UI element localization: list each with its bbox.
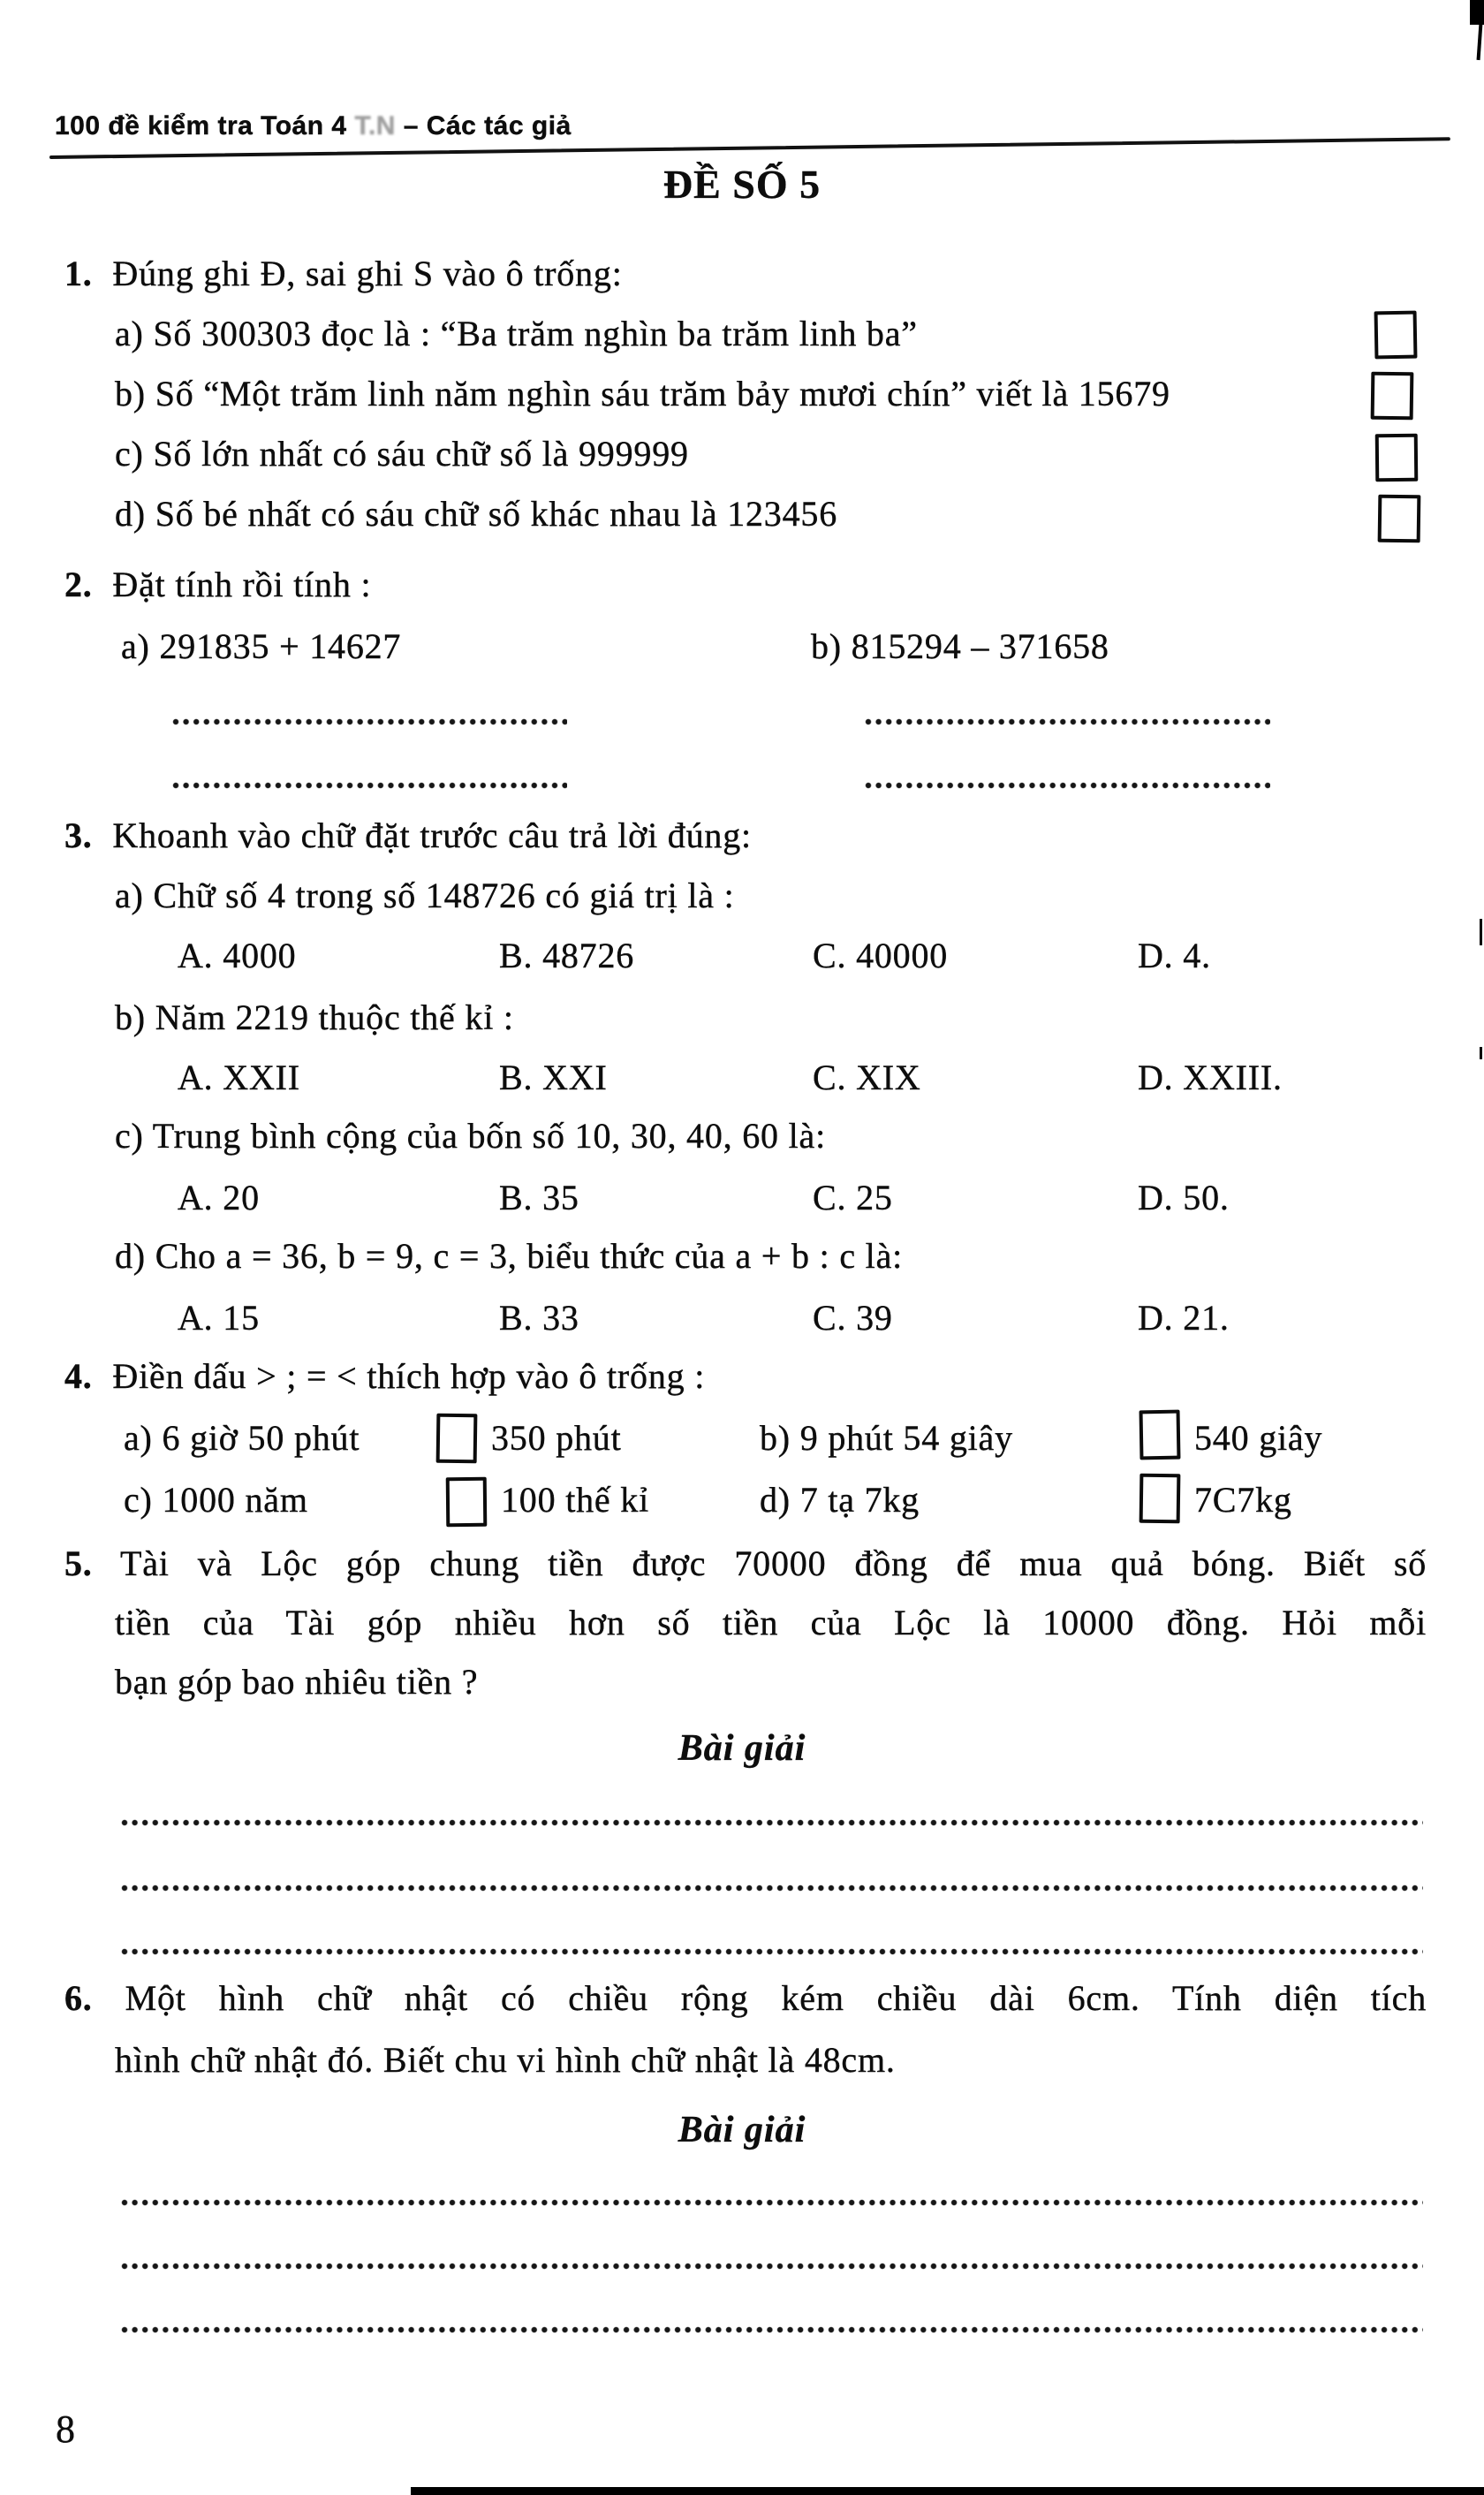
q3c-option-C[interactable]: C. 25 bbox=[813, 1178, 893, 1217]
header-series-title: 100 đề kiểm tra Toán 4 bbox=[55, 111, 347, 140]
q4-compare-box-a[interactable] bbox=[436, 1414, 478, 1464]
q1-item-d: d) Số bé nhất có sáu chữ số khác nhau là 123456 bbox=[115, 494, 837, 534]
scan-artifact-edge-tick-1 bbox=[1480, 919, 1482, 945]
q5-answer-line-2[interactable] bbox=[121, 1884, 1423, 1892]
q4-item-c-text: c) 1000 năm bbox=[124, 1480, 308, 1520]
question-1-prompt: Đúng ghi Đ, sai ghi S vào ô trống: bbox=[112, 254, 623, 293]
q5-answer-line-1[interactable] bbox=[121, 1818, 1423, 1827]
q4-row-1 bbox=[0, 1418, 1484, 1474]
q3b-option-C[interactable]: C. XIX bbox=[813, 1058, 921, 1097]
q1-item-b: b) Số “Một trăm linh năm nghìn sáu trăm bảy mươi chín” viết là 15679 bbox=[115, 374, 1170, 413]
page-title: ĐỀ SỐ 5 bbox=[662, 162, 822, 207]
question-3-prompt: Khoanh vào chữ đặt trước câu trả lời đúng: bbox=[112, 815, 752, 855]
q3-sub-c-label: c) Trung bình cộng của bốn số 10, 30, 40, 60 là: bbox=[115, 1116, 827, 1156]
q3-sub-b-options bbox=[0, 1060, 1484, 1104]
q6-answer-line-1[interactable] bbox=[121, 2198, 1423, 2207]
q2-answer-line-b2[interactable] bbox=[865, 781, 1270, 790]
q6-line-2: hình chữ nhật đó. Biết chu vi hình chữ nhật là 48cm. bbox=[115, 2040, 896, 2080]
q3b-option-D[interactable]: D. XXIII. bbox=[1138, 1058, 1283, 1097]
page-header bbox=[55, 113, 572, 140]
q4-item-d-value: 7C7kg bbox=[1194, 1480, 1292, 1520]
q3d-option-C[interactable]: C. 39 bbox=[813, 1298, 893, 1338]
q1-answer-checkbox-d[interactable] bbox=[1378, 495, 1421, 543]
q2-expression-a: a) 291835 + 14627 bbox=[121, 626, 402, 666]
q4-compare-box-c[interactable] bbox=[446, 1477, 488, 1527]
q3b-option-B[interactable]: B. XXI bbox=[499, 1058, 608, 1097]
q3d-option-B[interactable]: B. 33 bbox=[499, 1298, 579, 1338]
q4-item-a-text: a) 6 giờ 50 phút bbox=[124, 1418, 360, 1458]
q3d-option-D[interactable]: D. 21. bbox=[1138, 1298, 1230, 1338]
question-2-number: 2. bbox=[64, 565, 93, 604]
q4-item-d-text: d) 7 tạ 7kg bbox=[760, 1480, 920, 1520]
q1-answer-checkbox-c[interactable] bbox=[1375, 434, 1419, 482]
q4-compare-box-b[interactable] bbox=[1140, 1410, 1181, 1460]
q1-answer-checkbox-a[interactable] bbox=[1374, 311, 1418, 360]
q3c-option-D[interactable]: D. 50. bbox=[1138, 1178, 1230, 1217]
question-4-number: 4. bbox=[64, 1356, 93, 1396]
q5-line-2: tiền của Tài góp nhiều hơn số tiền của Lộc là 10000 đồng. Hỏi mỗi bbox=[115, 1603, 1427, 1642]
scan-artifact-edge-tick-2 bbox=[1480, 1047, 1482, 1059]
question-1-number: 1. bbox=[64, 254, 93, 293]
question-4-prompt: Điền dấu > ; = < thích hợp vào ô trống : bbox=[112, 1356, 706, 1396]
q6-answer-line-3[interactable] bbox=[121, 2325, 1423, 2334]
q3-sub-c-options bbox=[0, 1180, 1484, 1225]
header-smudge: T.N bbox=[354, 111, 396, 140]
q1-item-a: a) Số 300303 đọc là : “Ba trăm nghìn ba trăm linh ba” bbox=[115, 314, 918, 353]
q4-item-c-value: 100 thế kỉ bbox=[501, 1480, 649, 1520]
q5-answer-line-3[interactable] bbox=[121, 1947, 1423, 1956]
q3-sub-d-options bbox=[0, 1298, 1484, 1345]
q6-line-1 bbox=[64, 1978, 1427, 2018]
q4-item-b-text: b) 9 phút 54 giây bbox=[760, 1418, 1013, 1458]
q2-expression-b: b) 815294 – 371658 bbox=[811, 626, 1109, 666]
q3-sub-a-label: a) Chữ số 4 trong số 148726 có giá trị là : bbox=[115, 876, 735, 915]
q6-solution-heading: Bài giải bbox=[678, 2110, 806, 2150]
q3a-option-C[interactable]: C. 40000 bbox=[813, 936, 949, 975]
q1-answer-checkbox-b[interactable] bbox=[1371, 372, 1414, 421]
q4-item-a-value: 350 phút bbox=[491, 1418, 622, 1458]
q4-compare-box-d[interactable] bbox=[1140, 1474, 1181, 1524]
q1-item-c: c) Số lớn nhất có sáu chữ số là 999999 bbox=[115, 434, 689, 474]
question-2 bbox=[64, 567, 371, 603]
question-6-number: 6. bbox=[64, 1978, 93, 2018]
q3d-option-A[interactable]: A. 15 bbox=[178, 1298, 260, 1338]
question-3 bbox=[64, 815, 752, 855]
q2-answer-line-a2[interactable] bbox=[172, 781, 567, 790]
q3a-option-A[interactable]: A. 4000 bbox=[178, 936, 297, 975]
q2-answer-line-b1[interactable] bbox=[865, 717, 1270, 726]
q5-solution-heading: Bài giải bbox=[678, 1728, 806, 1769]
question-1 bbox=[64, 256, 623, 292]
q5-text-1: Tài và Lộc góp chung tiền được 70000 đồng để mua quả bóng. Biết số bbox=[119, 1543, 1427, 1583]
q5-line-3: bạn góp bao nhiêu tiền ? bbox=[115, 1662, 479, 1702]
question-2-prompt: Đặt tính rồi tính : bbox=[112, 565, 372, 604]
q5-line-1 bbox=[64, 1543, 1427, 1583]
page-number: 8 bbox=[56, 2408, 75, 2451]
scan-artifact-corner bbox=[1470, 0, 1484, 25]
q3c-option-B[interactable]: B. 35 bbox=[499, 1178, 579, 1217]
q3a-option-D[interactable]: D. 4. bbox=[1138, 936, 1211, 975]
scan-artifact-bottom-bar bbox=[411, 2487, 1484, 2495]
q3-sub-d-label: d) Cho a = 36, b = 9, c = 3, biểu thức của a + b : c là: bbox=[115, 1236, 904, 1276]
scan-artifact-corner-sliver bbox=[1477, 23, 1483, 60]
q3-sub-b-label: b) Năm 2219 thuộc thế kỉ : bbox=[115, 997, 514, 1037]
question-3-number: 3. bbox=[64, 815, 93, 855]
q2-answer-line-a1[interactable] bbox=[172, 717, 567, 726]
header-authors: – Các tác giả bbox=[403, 111, 572, 140]
q4-row-2 bbox=[0, 1480, 1484, 1536]
q3-sub-a-options bbox=[0, 938, 1484, 982]
question-4 bbox=[64, 1356, 706, 1396]
q3b-option-A[interactable]: A. XXII bbox=[178, 1058, 300, 1097]
q3c-option-A[interactable]: A. 20 bbox=[178, 1178, 260, 1217]
q6-text-1: Một hình chữ nhật có chiều rộng kém chiều dài 6cm. Tính diện tích bbox=[125, 1978, 1427, 2018]
q6-answer-line-2[interactable] bbox=[121, 2262, 1423, 2271]
q4-item-b-value: 540 giây bbox=[1194, 1418, 1323, 1458]
question-5-number: 5. bbox=[64, 1543, 93, 1583]
q3a-option-B[interactable]: B. 48726 bbox=[499, 936, 635, 975]
